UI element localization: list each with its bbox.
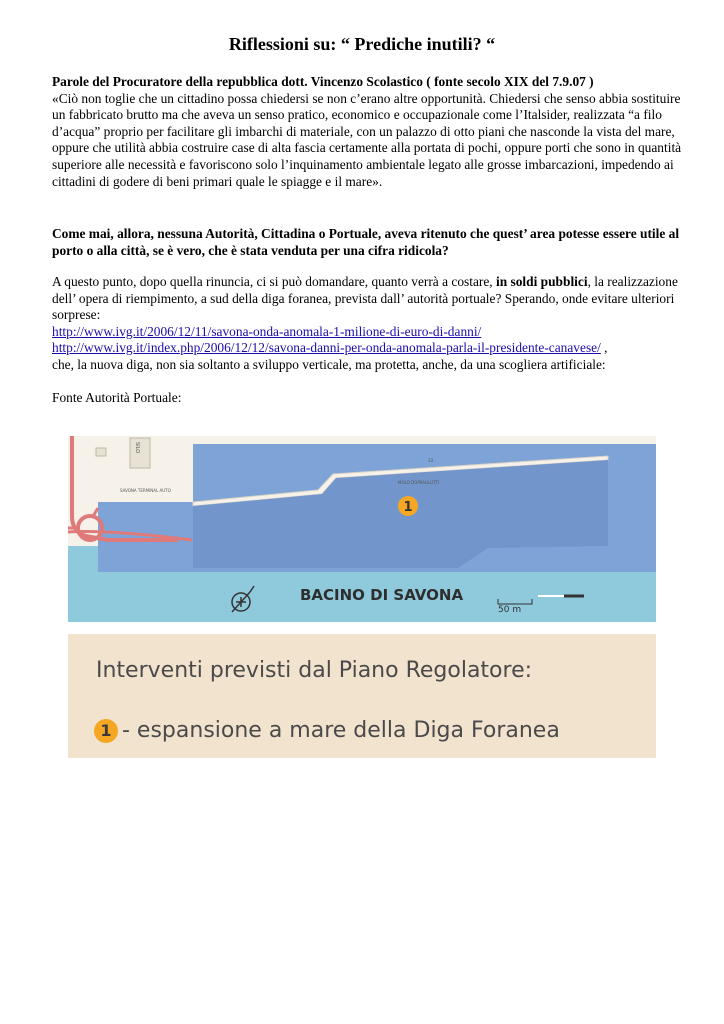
small-building xyxy=(96,448,106,456)
question-paragraph: Come mai, allora, nessuna Autorità, Cittadina o Portuale, aveva ritenuto che quest’ area potesse essere utile al porto o alla città, se è vero, che è stata venduta per una cifra ridicola? xyxy=(52,226,680,258)
basin-label: BACINO DI SAVONA xyxy=(300,586,464,604)
depth-label: 33 xyxy=(428,458,434,463)
body-text-2: , la realizzazione dell’ opera di riempimento, a sud della diga foranea, prevista dall’ autorità portuale? Sperando, onde evitare ulteriori sorprese: xyxy=(52,274,678,323)
terminal-label: SAVONA TERMINAL AUTO xyxy=(120,488,171,493)
molo-label: MOLO DOPRAGLUTTI xyxy=(398,480,440,485)
body-end-text: che, la nuova diga, non sia soltanto a sviluppo verticale, ma protetta, anche, da una scogliera artificiale: xyxy=(52,356,606,372)
legend-item xyxy=(94,718,560,743)
link-ivg-1[interactable]: http://www.ivg.it/2006/12/11/savona-onda-anomala-1-milione-di-euro-di-danni/ xyxy=(52,323,482,339)
legend-title: Interventi previsti dal Piano Regolatore: xyxy=(96,658,533,683)
legend-number-badge: 1 xyxy=(94,719,118,743)
source-label: Fonte Autorità Portuale: xyxy=(52,390,182,405)
port-map xyxy=(68,436,656,622)
legend-item-text: - espansione a mare della Diga Foranea xyxy=(122,718,560,743)
body-text-1: A questo punto, dopo quella rinuncia, ci si può domandare, quanto verrà a costare, xyxy=(52,274,496,289)
intro-heading: Parole del Procuratore della repubblica dott. Vincenzo Scolastico ( fonte secolo XIX del 7.9.07 ) xyxy=(52,74,594,89)
intro-quote: «Ciò non toglie che un cittadino possa chiedersi se non c’erano altre opportunità. Chiedersi che senso abbia sostituire un fabbricato brutto ma che aveva un senso pratico, economico e occupazionale come l’Italsider, realizzata “a filo d’acqua” proprio per facilitare gli imbarchi di materiale, con un palazzo di otto piani che nasconde la vista del mare, oppure che utilità abbia costruire case di alta fascia certamente alla portata di pochi, oppure porti che sono in quantità superiore alle necessità e favoriscono solo l’inquinamento ambientale legato alle grosse imbarcazioni, impedendo ai cittadini di godere di beni primari quale le spiagge e il mare». xyxy=(52,90,682,189)
body-paragraph xyxy=(52,274,682,374)
port-map-figure xyxy=(68,436,656,758)
intro-paragraph xyxy=(52,74,682,190)
scale-label: 50 m xyxy=(498,605,522,615)
legend-box xyxy=(68,634,656,758)
marker-1-number: 1 xyxy=(403,500,413,515)
link-ivg-2[interactable]: http://www.ivg.it/index.php/2006/12/12/savona-danni-per-onda-anomala-parla-il-presidente-canavese/ xyxy=(52,340,601,356)
link2-suffix: , xyxy=(600,340,608,356)
body-bold-text: in soldi pubblici xyxy=(496,274,588,289)
page-title: Riflessioni su: “ Prediche inutili? “ xyxy=(228,34,496,54)
silo-label: SILO xyxy=(134,442,140,454)
